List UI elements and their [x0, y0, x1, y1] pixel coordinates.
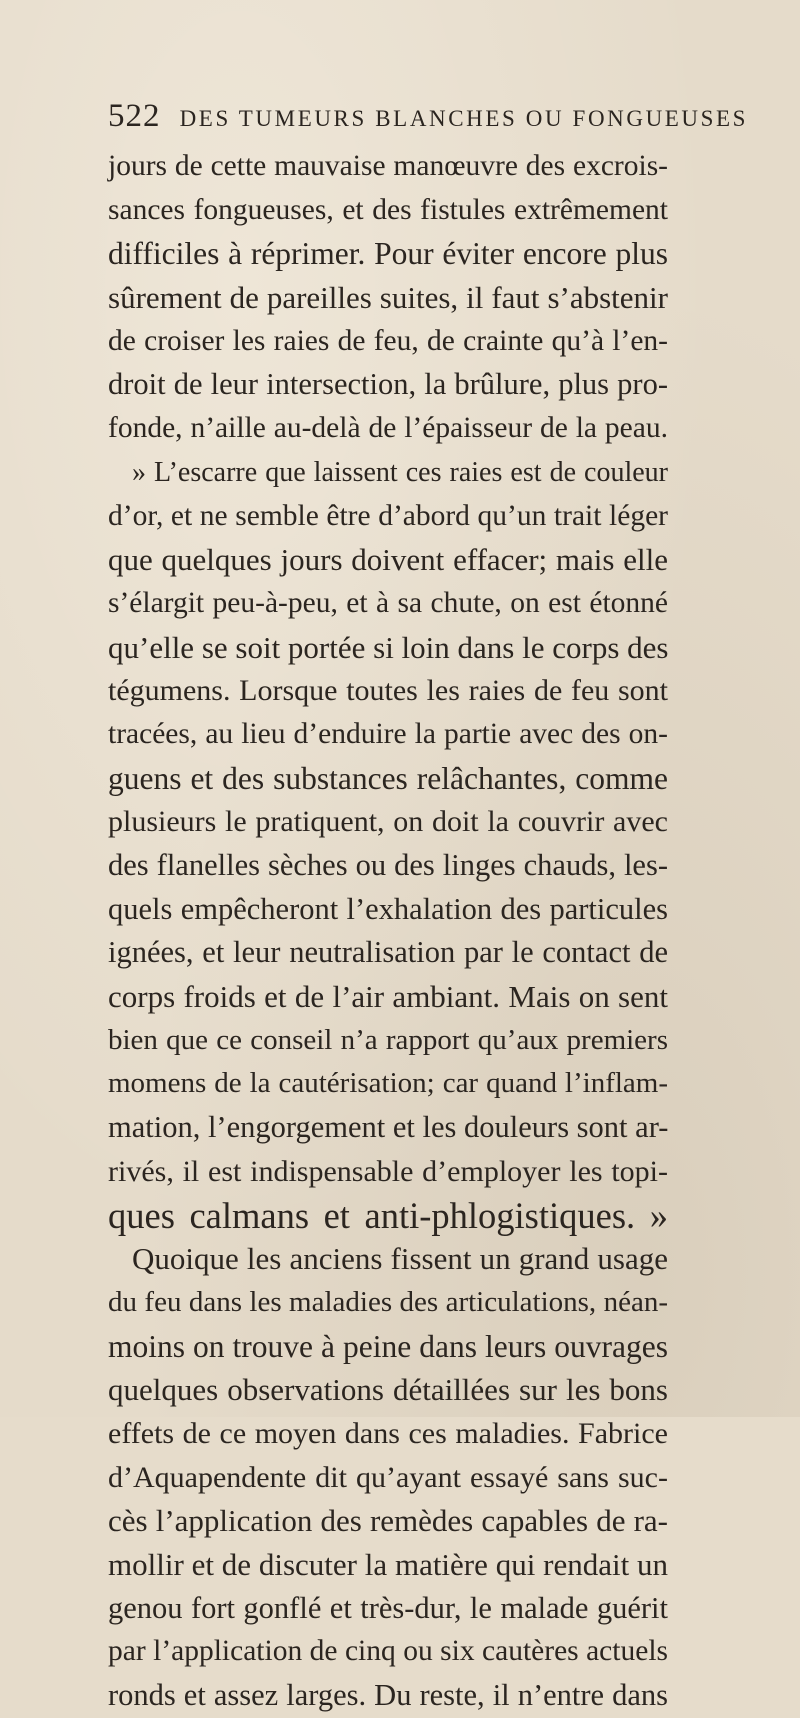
text-line: ronds et assez larges. Du reste, il n’entre dans: [108, 1678, 668, 1713]
text-line: guens et des substances relâchantes, comme: [108, 760, 668, 796]
text-line: qu’elle se soit portée si loin dans le corps des: [108, 629, 669, 665]
text-line: fonde, n’aille au-delà de l’épaisseur de la peau.: [108, 412, 668, 445]
text-line: moins on trouve à peine dans leurs ouvrages: [108, 1328, 668, 1364]
text-line: momens de la cautérisation; car quand l’inflam-: [108, 1067, 668, 1100]
text-line: sances fongueuses, et des fistules extrêmement: [108, 193, 668, 226]
text-line: cès l’application des remèdes capables de ra-: [108, 1503, 668, 1539]
text-line: d’Aquapendente dit qu’ayant essayé sans suc-: [108, 1460, 668, 1494]
text-line: plusieurs le pratiquent, on doit la couvrir avec: [108, 805, 668, 839]
text-line: par l’application de cinq ou six cautères actuels: [108, 1635, 668, 1668]
text-line: » L’escarre que laissent ces raies est de couleur: [132, 456, 668, 488]
text-line: d’or, et ne semble être d’abord qu’un trait léger: [108, 499, 668, 532]
text-line: que quelques jours doivent effacer; mais elle: [108, 542, 668, 578]
text-line: sûrement de pareilles suites, il faut s’abstenir: [108, 280, 668, 316]
text-line: tégumens. Lorsque toutes les raies de feu sont: [108, 674, 668, 708]
text-line: corps froids et de l’air ambiant. Mais on sent: [108, 979, 668, 1015]
text-line: s’élargit peu-à-peu, et à sa chute, on est étonné: [108, 586, 668, 619]
text-line: du feu dans les maladies des articulations, néan-: [108, 1285, 668, 1318]
text-line: droit de leur intersection, la brûlure, plus pro-: [108, 367, 668, 402]
page-number: 522: [108, 98, 161, 134]
text-line: ignées, et leur neutralisation par le contact de: [108, 935, 668, 970]
text-line: effets de ce moyen dans ces maladies. Fabrice: [108, 1416, 668, 1450]
text-line: quels empêcheront l’exhalation des particules: [108, 891, 668, 926]
text-line: rivés, il est indispensable d’employer les topi-: [108, 1154, 668, 1188]
body-text: [108, 145, 668, 1718]
text-line: jours de cette mauvaise manœuvre des excrois-: [108, 150, 668, 182]
text-line: ques calmans et anti-phlogistiques. »: [108, 1194, 668, 1236]
running-title: DES TUMEURS BLANCHES OU FONGUEUSES: [179, 106, 749, 131]
page-header: [108, 98, 749, 138]
text-line: mollir et de discuter la matière qui rendait un: [108, 1547, 668, 1582]
text-line: des flanelles sèches ou des linges chauds, les-: [108, 848, 668, 882]
text-line: genou fort gonflé et très-dur, le malade guérit: [108, 1590, 668, 1625]
text-line: mation, l’engorgement et les douleurs sont ar-: [108, 1110, 669, 1145]
text-line: Quoique les anciens fissent un grand usage: [132, 1241, 668, 1277]
text-line: tracées, au lieu d’enduire la partie avec des on-: [108, 717, 668, 750]
text-line: de croiser les raies de feu, de crainte qu’à l’en-: [108, 324, 668, 357]
text-line: bien que ce conseil n’a rapport qu’aux premiers: [108, 1023, 668, 1056]
text-line: quelques observations détaillées sur les bons: [108, 1372, 668, 1408]
text-line: difficiles à réprimer. Pour éviter encore plus: [108, 236, 668, 272]
